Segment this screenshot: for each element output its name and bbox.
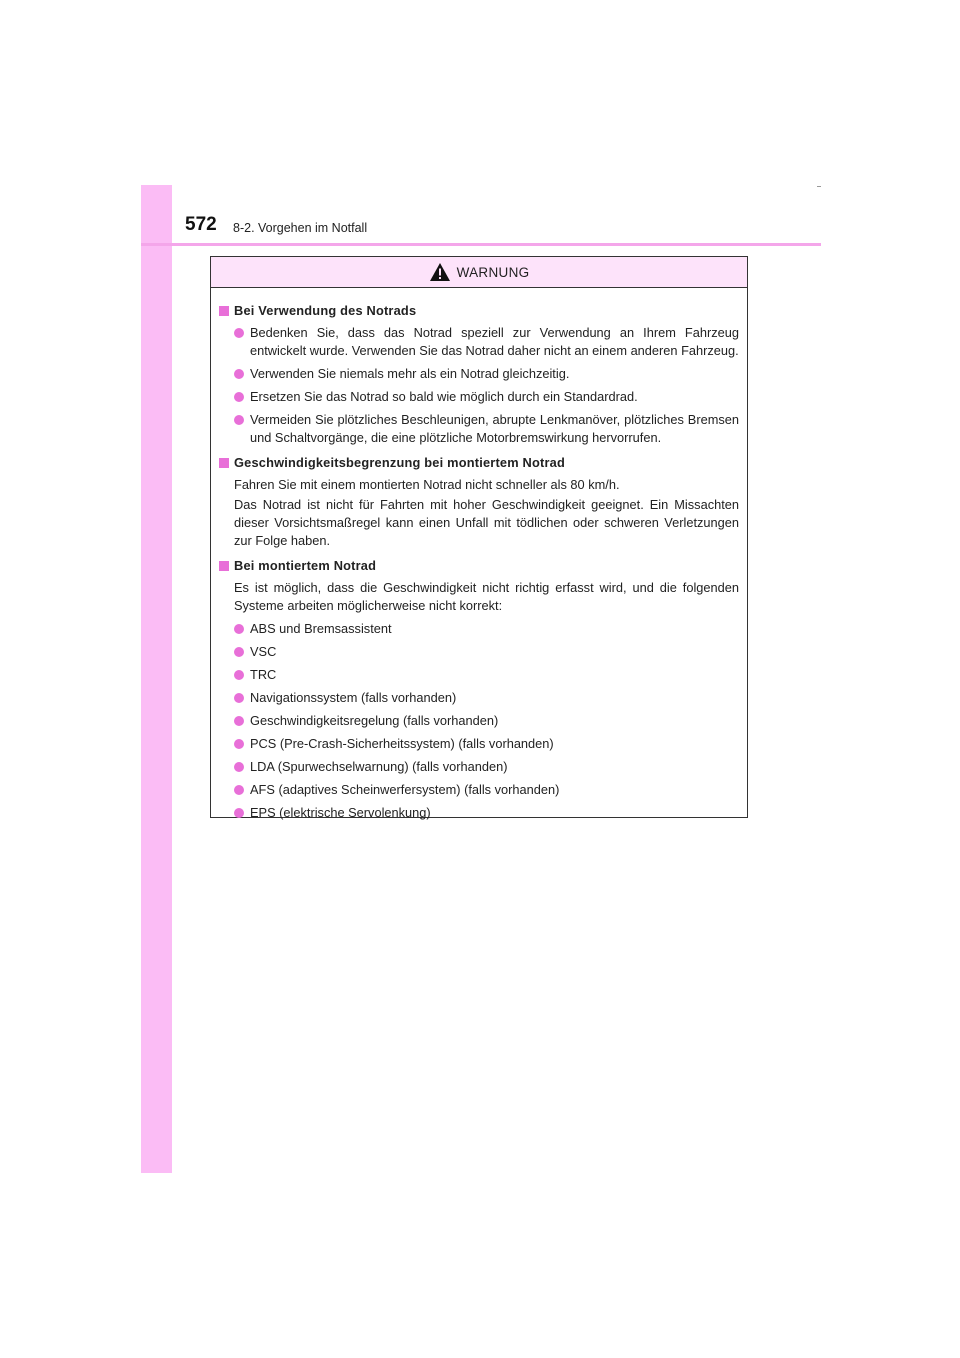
circle-bullet-icon [234, 693, 244, 703]
list-item-text: Vermeiden Sie plötzliches Beschleunigen, abrupte Lenkmanöver, plötzliches Bremsen und Schaltvorgänge, die eine plötzliche Motorbremswirkung hervorrufen. [250, 412, 739, 445]
list-item-text: Navigationssystem (falls vorhanden) [250, 690, 457, 705]
square-bullet-icon [219, 306, 229, 316]
section-title: 8-2. Vorgehen im Notfall [233, 221, 368, 235]
circle-bullet-icon [234, 415, 244, 425]
list-item [234, 781, 739, 799]
list-item-text: Ersetzen Sie das Notrad so bald wie möglich durch ein Standardrad. [250, 389, 638, 404]
warning-header [211, 257, 747, 288]
warning-box [210, 256, 748, 818]
crop-mark [817, 186, 821, 187]
circle-bullet-icon [234, 739, 244, 749]
circle-bullet-icon [234, 785, 244, 795]
list-item [234, 365, 739, 383]
paragraph: Es ist möglich, dass die Geschwindigkeit nicht richtig erfasst wird, und die folgenden Systeme arbeiten möglicherweise nicht korrekt: [234, 580, 739, 613]
circle-bullet-icon [234, 624, 244, 634]
warning-triangle-icon [429, 262, 451, 282]
circle-bullet-icon [234, 670, 244, 680]
list-item [234, 411, 739, 447]
list-item-text: ABS und Bremsassistent [250, 621, 392, 636]
circle-bullet-icon [234, 762, 244, 772]
circle-bullet-icon [234, 328, 244, 338]
list-item-text: PCS (Pre-Crash-Sicherheitssystem) (falls vorhanden) [250, 736, 554, 751]
list-item-text: LDA (Spurwechselwarnung) (falls vorhanden) [250, 759, 508, 774]
circle-bullet-icon [234, 808, 244, 818]
warning-section [219, 302, 739, 447]
list-item-text: VSC [250, 644, 277, 659]
circle-bullet-icon [234, 392, 244, 402]
section-heading [219, 454, 739, 472]
list-item [234, 735, 739, 753]
warning-section [219, 454, 739, 550]
warning-body [211, 288, 747, 822]
list-item [234, 388, 739, 406]
list-item-text: AFS (adaptives Scheinwerfersystem) (falls vorhanden) [250, 782, 560, 797]
warning-section [219, 557, 739, 822]
list-item-text: Geschwindigkeitsregelung (falls vorhanden) [250, 713, 499, 728]
section-heading [219, 557, 739, 575]
warning-title: WARNUNG [456, 264, 530, 280]
list-item [234, 643, 739, 661]
list-item-text: Verwenden Sie niemals mehr als ein Notrad gleichzeitig. [250, 366, 570, 381]
list-item [234, 620, 739, 638]
section-heading-text: Geschwindigkeitsbegrenzung bei montiertem Notrad [234, 455, 565, 470]
section-heading-text: Bei Verwendung des Notrads [234, 303, 417, 318]
paragraph: Fahren Sie mit einem montierten Notrad nicht schneller als 80 km/h. [234, 477, 620, 492]
list-item-text: TRC [250, 667, 277, 682]
list-item [234, 666, 739, 684]
section-heading [219, 302, 739, 320]
paragraph: Das Notrad ist nicht für Fahrten mit hoher Geschwindigkeit geeignet. Ein Missachten dieser Vorsichtsmaßregel kann einen Unfall mit tödlichen oder schweren Verletzungen zur Folge haben. [234, 497, 739, 548]
list-item-text: EPS (elektrische Servolenkung) [250, 805, 431, 820]
circle-bullet-icon [234, 716, 244, 726]
list-item [234, 712, 739, 730]
square-bullet-icon [219, 458, 229, 468]
circle-bullet-icon [234, 647, 244, 657]
square-bullet-icon [219, 561, 229, 571]
header-divider [141, 243, 821, 246]
list-item-text: Bedenken Sie, dass das Notrad speziell zur Verwendung an Ihrem Fahrzeug entwickelt wurde. Verwenden Sie das Notrad daher nicht an einem anderen Fahrzeug. [250, 325, 739, 358]
page-number: 572 [185, 214, 217, 235]
circle-bullet-icon [234, 369, 244, 379]
list-item [234, 804, 739, 822]
list-item [234, 689, 739, 707]
list-item [234, 758, 739, 776]
section-heading-text: Bei montiertem Notrad [234, 558, 377, 573]
side-color-strip [141, 185, 172, 1173]
list-item [234, 324, 739, 360]
